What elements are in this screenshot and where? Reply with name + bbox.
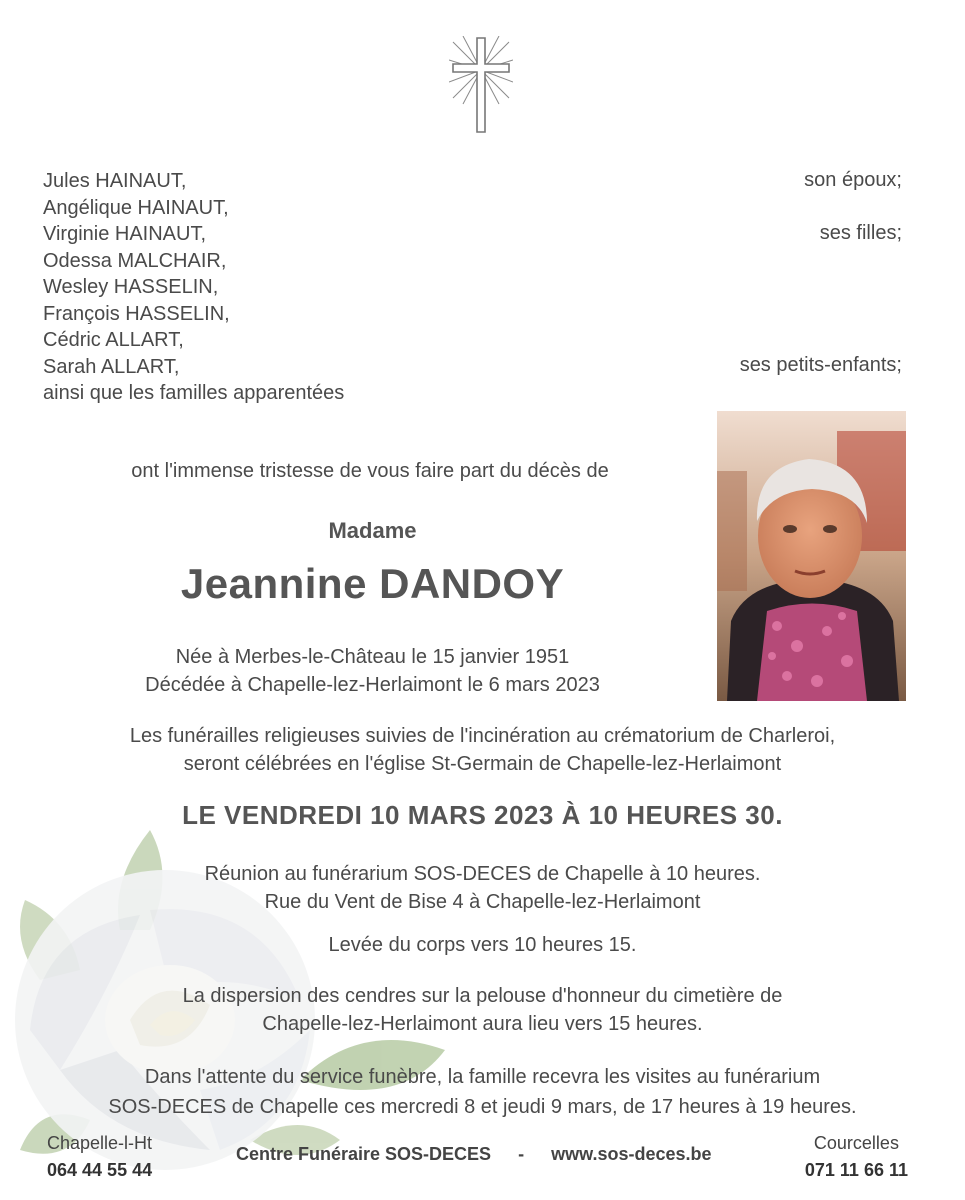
website-link[interactable]: www.sos-deces.be [551,1144,712,1164]
family-name: Sarah ALLART, [43,355,180,378]
deceased-name: Jeannine DANDOY [180,560,565,607]
death-line: Décédée à Chapelle-lez-Herlaimont le 6 mars 2023 [145,674,600,696]
funeral-details [40,722,925,778]
relation-grandchildren: ses petits-enfants; [739,354,902,376]
visits-line: SOS-DECES de Chapelle ces mercredi 8 et jeudi 9 mars, de 17 heures à 19 heures. [108,1096,857,1118]
birth-death-dates [80,643,665,699]
footer-company [236,1144,712,1165]
family-name: François HASSELIN, [43,302,230,325]
levee-text: Levée du corps vers 10 heures 15. [328,934,637,956]
footer-right-location: Courcelles [813,1133,899,1153]
company-name: Centre Funéraire SOS-DECES [236,1144,492,1164]
portrait-photo [717,411,906,701]
dispersion-line: Chapelle-lez-Herlaimont aura lieu vers 15 heures. [262,1013,703,1035]
honorific: Madame [328,518,417,543]
family-name: Odessa MALCHAIR, [43,249,227,272]
footer-right-contact [805,1133,908,1181]
funeral-line: Les funérailles religieuses suivies de l'incinération au crématorium de Charleroi, [129,725,836,747]
relation-daughters: ses filles; [819,222,902,244]
reunion-details [80,860,885,916]
birth-line: Née à Merbes-le-Château le 15 janvier 1951 [175,646,570,668]
visits-details [30,1062,935,1122]
family-name: Jules HAINAUT, [43,170,187,192]
funeral-line: seront célébrées en l'église St-Germain de Chapelle-lez-Herlaimont [183,753,782,775]
footer-separator: - [518,1144,525,1164]
reunion-address: Rue du Vent de Bise 4 à Chapelle-lez-Herlaimont [264,891,701,913]
family-name: ainsi que les familles apparentées [43,382,345,404]
family-names [43,168,344,407]
intro-text: ont l'immense tristesse de vous faire part du décès de [131,460,609,482]
footer-left-contact [47,1133,152,1181]
dispersion-line: La dispersion des cendres sur la pelouse d'honneur du cimetière de [182,985,783,1007]
footer-left-location: Chapelle-l-Ht [47,1133,153,1153]
family-name: Wesley HASSELIN, [43,276,219,298]
ceremony-date: LE VENDREDI 10 MARS 2023 À 10 HEURES 30. [182,800,783,830]
relation-spouse: son époux; [804,169,902,191]
visits-line: Dans l'attente du service funèbre, la famille recevra les visites au funérarium [144,1066,821,1088]
family-name: Cédric ALLART, [43,329,184,351]
footer-right-phone: 071 11 66 11 [804,1160,908,1180]
cross-icon [449,36,513,134]
family-name: Virginie HAINAUT, [43,223,207,245]
footer-left-phone: 064 44 55 44 [47,1160,153,1180]
dispersion-details [80,982,885,1038]
reunion-line: Réunion au funérarium SOS-DECES de Chapelle à 10 heures. [204,863,761,885]
family-name: Angélique HAINAUT, [43,196,229,219]
